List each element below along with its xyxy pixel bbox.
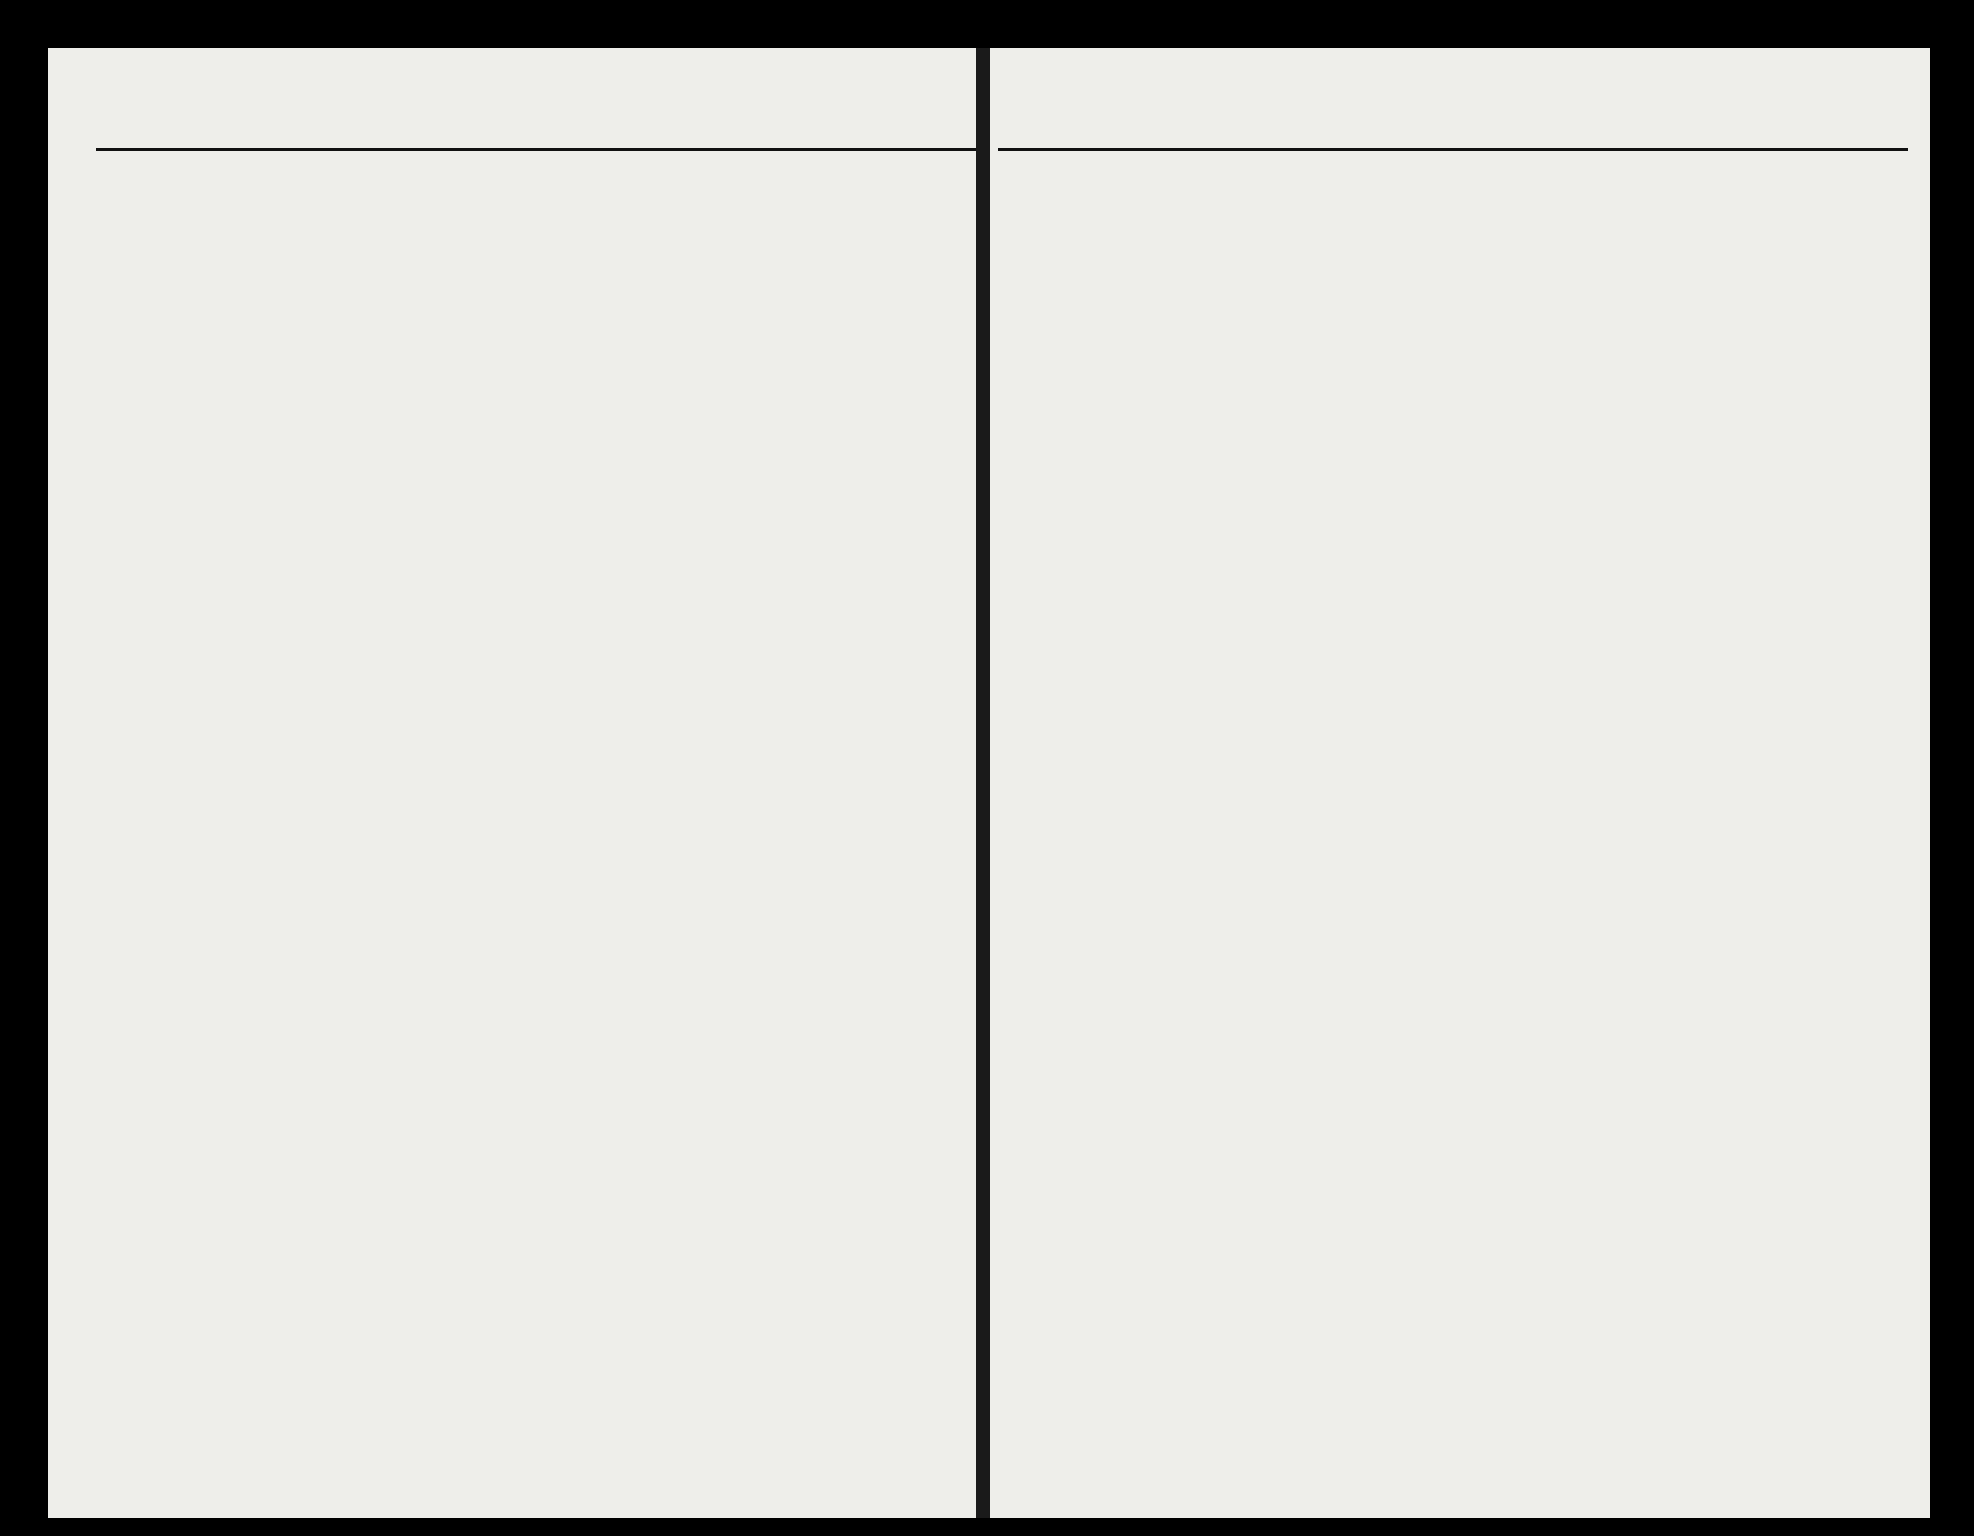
header-fodselsaar (1162, 152, 1266, 188)
header-egte (1614, 152, 1666, 218)
header-morens (1214, 190, 1266, 218)
header-daabsdatum (214, 152, 272, 218)
book-binding (976, 48, 990, 1518)
header-anmerkninger (1666, 152, 1908, 218)
header-farens (1162, 190, 1214, 218)
left-page (48, 48, 976, 1518)
header-bopael (998, 152, 1162, 218)
header-nr (124, 152, 166, 218)
left-top-rule (96, 148, 976, 151)
header-faddernes (1266, 152, 1614, 218)
right-page (990, 48, 1930, 1518)
header-barnets-navn (340, 152, 600, 218)
header-fodselsdatum (166, 152, 214, 218)
anmerkninger-note (1783, 152, 1791, 156)
header-foreldrenes-navn (600, 152, 976, 218)
right-top-rule (998, 148, 1908, 151)
header-hjemmedopte (272, 152, 340, 218)
